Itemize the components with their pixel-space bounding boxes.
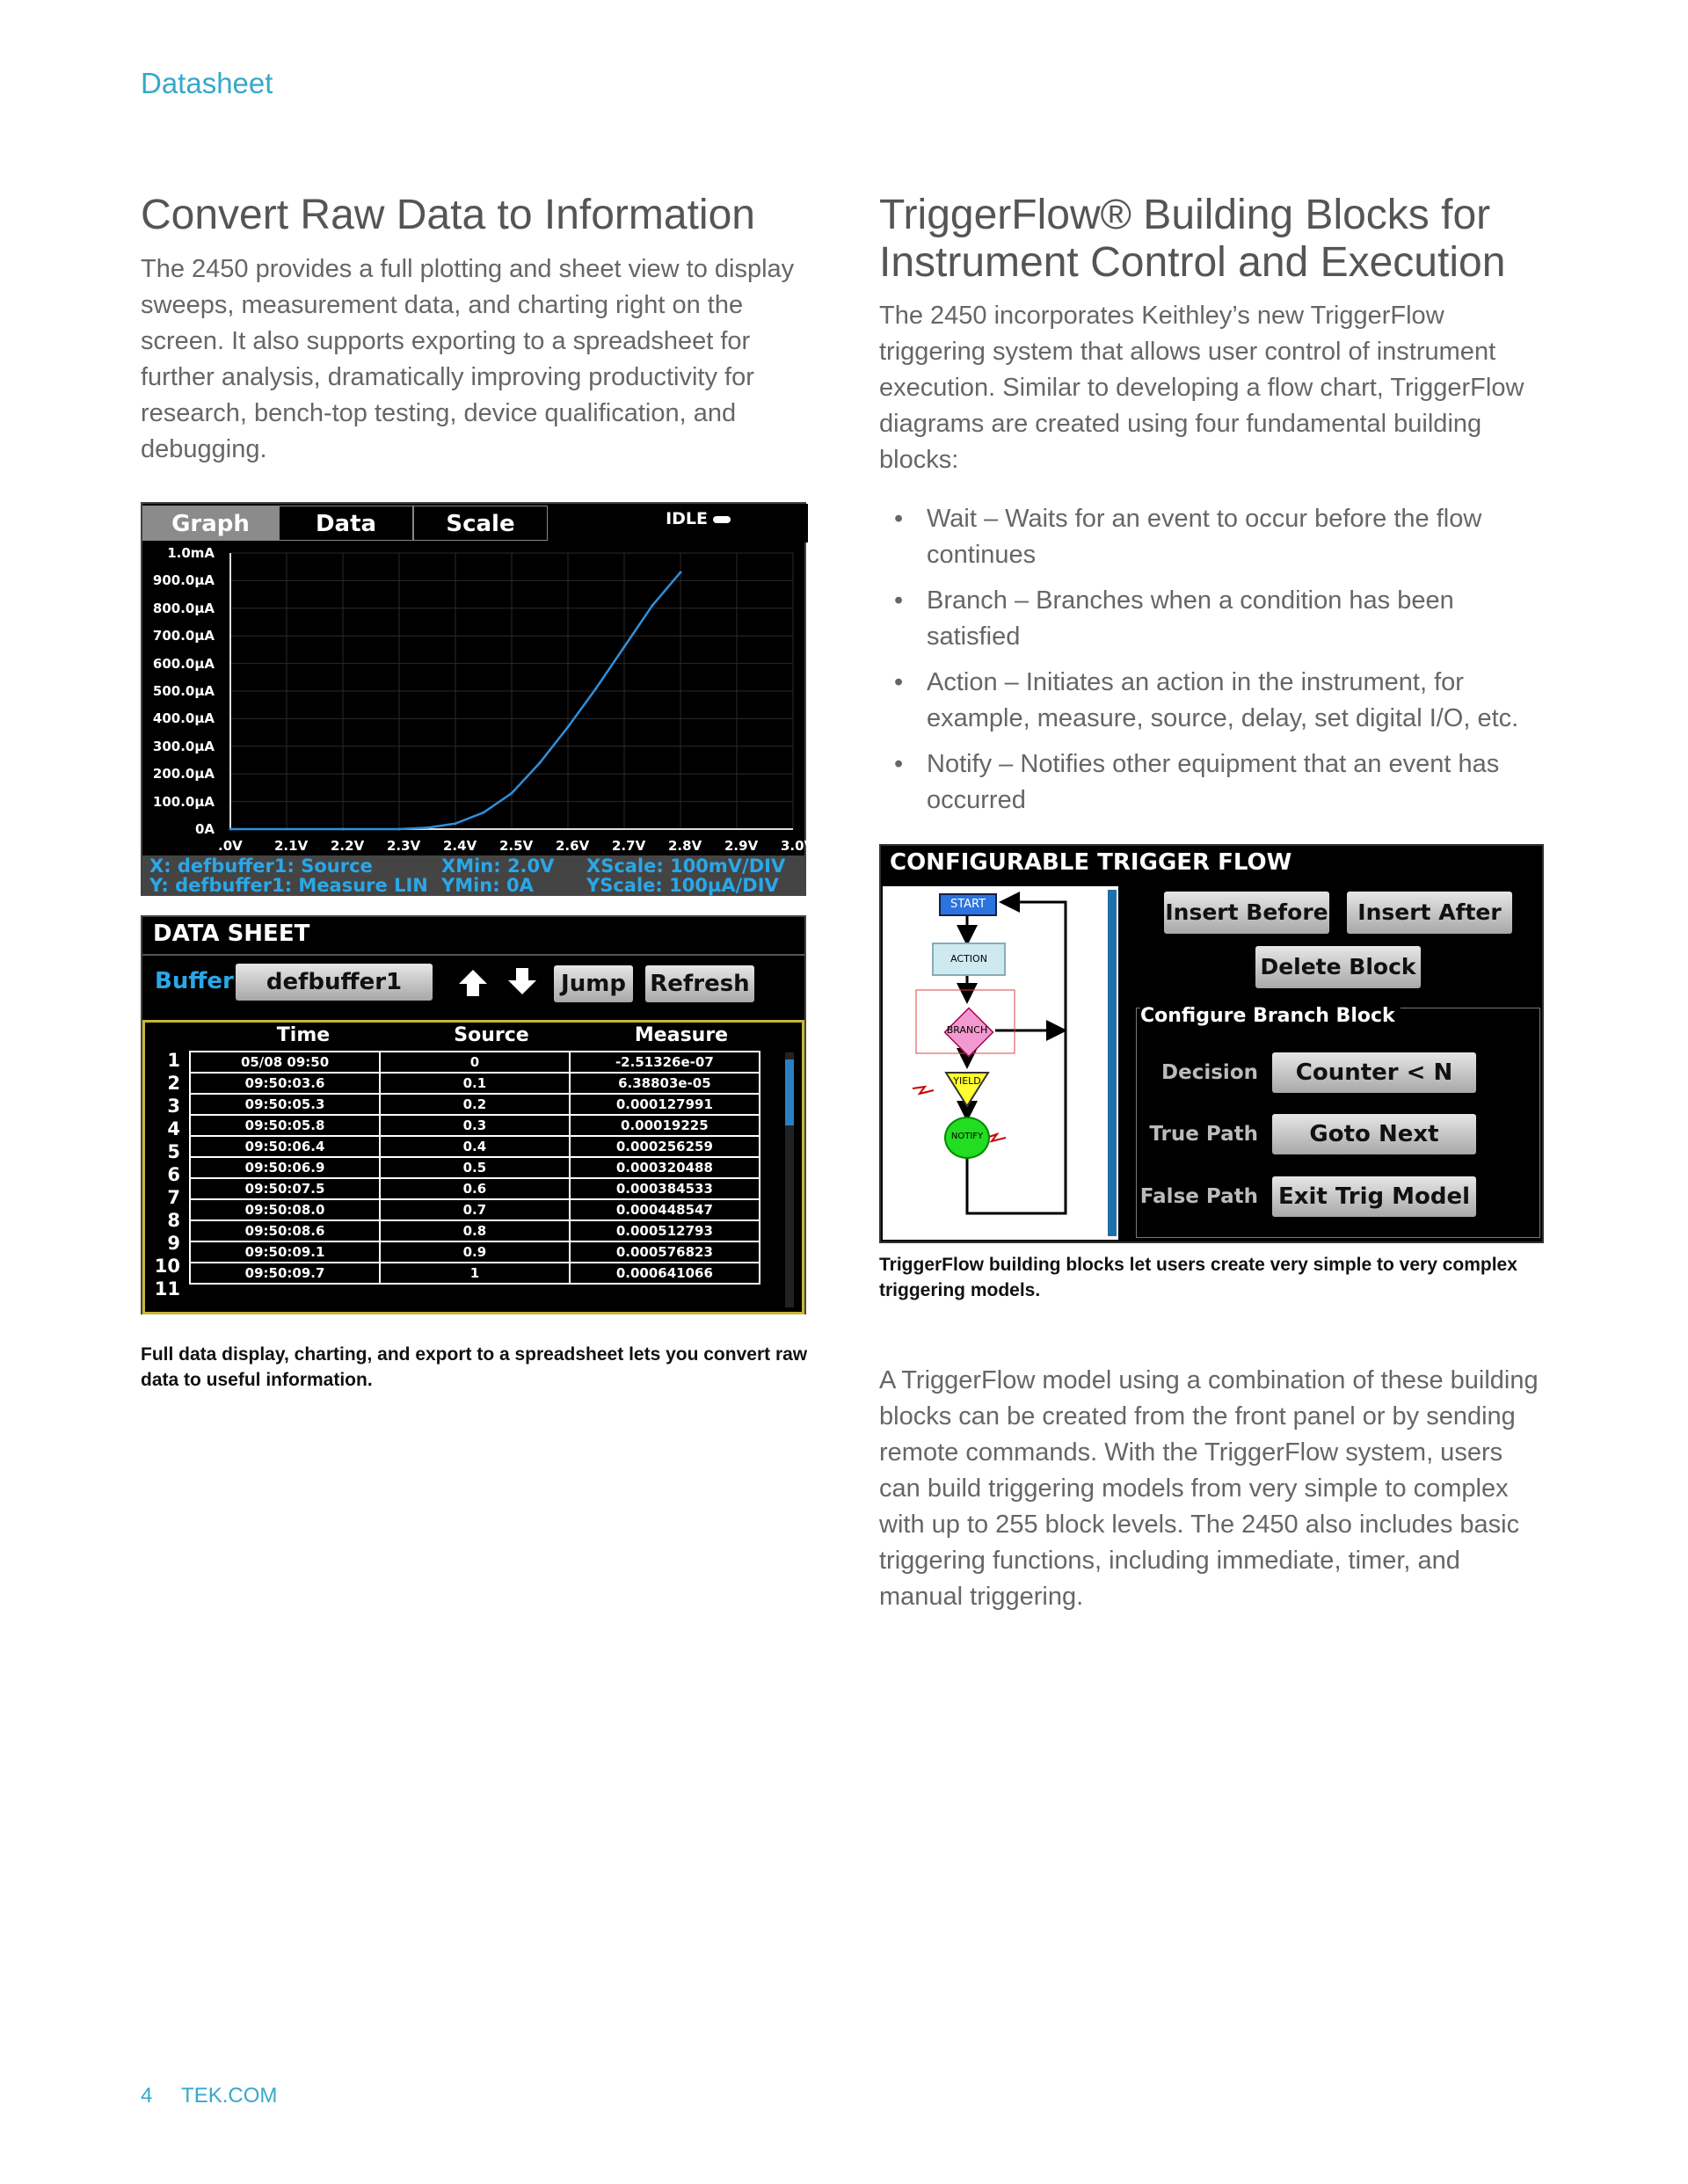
row-number: 10 xyxy=(154,1256,180,1277)
graph-tab-bar xyxy=(142,504,808,542)
yield-block[interactable] xyxy=(944,1071,990,1108)
row-number: 11 xyxy=(154,1278,180,1299)
table-cell: 1 xyxy=(380,1263,570,1284)
row-number: 4 xyxy=(167,1118,180,1139)
status-bar-icon xyxy=(713,516,731,523)
action-block[interactable]: ACTION xyxy=(932,943,1006,976)
x-tick-label: 2.1V xyxy=(274,838,309,854)
configure-branch-title: Configure Branch Block xyxy=(1140,1005,1401,1027)
table-cell: 0.000384533 xyxy=(570,1178,760,1199)
column-header-time: Time xyxy=(276,1024,331,1046)
yscale-label: YScale: 100µA/DIV xyxy=(586,875,779,896)
data-sheet-title: DATA SHEET xyxy=(153,921,310,947)
row-number: 5 xyxy=(167,1141,180,1162)
table-row[interactable] xyxy=(190,1094,760,1115)
xmin-label: XMin: 2.0V xyxy=(441,855,555,877)
bullet-dot-icon: • xyxy=(894,750,904,778)
x-tick-label: 2.2V xyxy=(331,838,365,854)
false-path-label: False Path xyxy=(1139,1185,1258,1208)
y-tick-label: 700.0µA xyxy=(152,628,215,644)
tab-data[interactable]: Data xyxy=(279,506,413,541)
row-number: 7 xyxy=(167,1187,180,1208)
table-cell: 0.6 xyxy=(380,1178,570,1199)
title-divider xyxy=(142,954,804,956)
table-cell: 09:50:08.6 xyxy=(190,1220,380,1241)
trigger-flow-title: CONFIGURABLE TRIGGER FLOW xyxy=(890,849,1292,876)
true-path-select[interactable]: Goto Next xyxy=(1272,1114,1476,1154)
table-cell: 09:50:09.1 xyxy=(190,1241,380,1263)
configure-branch-panel xyxy=(1136,1005,1540,1238)
table-cell: 09:50:05.8 xyxy=(190,1115,380,1136)
bullet-dot-icon: • xyxy=(894,586,904,615)
scroll-up-icon[interactable] xyxy=(457,968,489,998)
bullet-text: Action – Initiates an action in the instrument, for example, measure, source, delay, set digital I/O, etc. xyxy=(927,668,1519,732)
document-header-label: Datasheet xyxy=(141,67,273,99)
series-point xyxy=(455,822,457,825)
row-number: 6 xyxy=(167,1164,180,1185)
right-figure-caption: TriggerFlow building blocks let users create very simple to very complex triggering models. xyxy=(879,1255,1517,1300)
table-row[interactable] xyxy=(190,1136,760,1157)
series-point xyxy=(426,826,429,829)
x-tick-label: .0V xyxy=(218,838,243,854)
column-header-measure: Measure xyxy=(634,1024,729,1046)
page-number: 4 xyxy=(141,2084,153,2108)
table-cell: 0.00019225 xyxy=(570,1115,760,1136)
decision-label: Decision xyxy=(1161,1061,1258,1084)
bullet-wait xyxy=(879,501,1547,573)
series-point xyxy=(483,812,485,814)
footer-site-link[interactable]: TEK.COM xyxy=(181,2084,278,2108)
row-number: 2 xyxy=(167,1073,180,1094)
yield-label: YIELD xyxy=(953,1075,981,1087)
graph-screenshot xyxy=(141,502,815,896)
series-point xyxy=(651,604,654,607)
table-cell: 0.8 xyxy=(380,1220,570,1241)
table-cell: 0.1 xyxy=(380,1073,570,1094)
left-section-title: Convert Raw Data to Information xyxy=(141,192,755,238)
bullet-text: Wait – Waits for an event to occur before the flow continues xyxy=(927,505,1482,569)
table-cell: 0.000448547 xyxy=(570,1199,760,1220)
refresh-button[interactable]: Refresh xyxy=(645,965,754,1002)
column-header-source: Source xyxy=(454,1024,529,1046)
data-sheet-screenshot xyxy=(141,915,806,1314)
decision-select[interactable]: Counter < N xyxy=(1272,1052,1476,1093)
series-point xyxy=(398,828,401,831)
y-tick-label: 600.0µA xyxy=(152,655,215,672)
left-section-body: The 2450 provides a full plotting and sheet view to display sweeps, measurement data, and charting right on the screen. It also supports exporting to a spreadsheet for further analysis, dramatically improving productivity for research, bench-top testing, device qualification, and debugging. xyxy=(141,255,795,463)
table-cell: 0.000256259 xyxy=(570,1136,760,1157)
bullet-text: Notify – Notifies other equipment that an event has occurred xyxy=(927,750,1500,814)
row-number: 9 xyxy=(167,1233,180,1254)
table-cell: 0.000320488 xyxy=(570,1157,760,1178)
status-indicator xyxy=(666,509,731,528)
table-scrollbar-thumb[interactable] xyxy=(785,1059,794,1125)
buffer-select[interactable]: defbuffer1 xyxy=(236,964,433,1001)
table-row[interactable] xyxy=(190,1220,760,1241)
bullet-dot-icon: • xyxy=(894,505,904,533)
y-tick-label: 100.0µA xyxy=(152,793,215,810)
building-block-list xyxy=(879,501,1547,828)
table-row[interactable] xyxy=(190,1157,760,1178)
true-path-label: True Path xyxy=(1149,1123,1258,1146)
y-tick-label: 200.0µA xyxy=(152,766,215,783)
current-voltage-plot xyxy=(222,544,802,852)
table-cell: 0.000576823 xyxy=(570,1241,760,1263)
y-tick-label: 800.0µA xyxy=(152,600,215,616)
table-cell: 09:50:06.4 xyxy=(190,1136,380,1157)
notify-label: NOTIFY xyxy=(950,1132,984,1141)
bullet-action xyxy=(879,665,1547,737)
table-cell: 0.000127991 xyxy=(570,1094,760,1115)
data-table xyxy=(189,1051,760,1285)
notify-block[interactable] xyxy=(944,1117,990,1159)
bullet-text: Branch – Branches when a condition has been satisfied xyxy=(927,586,1454,651)
table-cell: 0.2 xyxy=(380,1094,570,1115)
table-cell: 0.7 xyxy=(380,1199,570,1220)
trigger-flow-screenshot xyxy=(879,844,1544,1243)
table-row[interactable] xyxy=(190,1263,760,1284)
table-row[interactable] xyxy=(190,1073,760,1094)
graph-info-panel xyxy=(142,855,804,894)
bullet-notify xyxy=(879,746,1547,819)
table-cell: 0.3 xyxy=(380,1115,570,1136)
x-tick-label: 2.6V xyxy=(556,838,590,854)
bullet-dot-icon: • xyxy=(894,668,904,696)
y-tick-label: 1.0mA xyxy=(167,545,215,561)
x-tick-label: 2.3V xyxy=(387,838,421,854)
table-cell: 09:50:03.6 xyxy=(190,1073,380,1094)
jump-button[interactable]: Jump xyxy=(554,965,633,1002)
series-point xyxy=(680,571,682,573)
series-point xyxy=(539,761,542,764)
x-tick-label: 2.7V xyxy=(612,838,646,854)
y-tick-label: 0A xyxy=(194,821,215,837)
x-tick-label: 3.0V xyxy=(781,838,815,854)
insert-after-button[interactable]: Insert After xyxy=(1347,892,1512,934)
ymin-label: YMin: 0A xyxy=(441,875,534,896)
buffer-label: Buffer xyxy=(155,968,234,994)
y-tick-label: 500.0µA xyxy=(152,683,215,699)
row-number: 3 xyxy=(167,1096,180,1117)
tab-graph[interactable]: Graph xyxy=(142,506,279,541)
series-point xyxy=(623,645,626,648)
flow-connectors xyxy=(883,886,1118,1240)
false-path-select[interactable]: Exit Trig Model xyxy=(1272,1176,1476,1217)
series-point xyxy=(342,828,345,831)
diagram-scrollbar[interactable] xyxy=(1108,890,1117,1236)
y-tick-label: 900.0µA xyxy=(152,572,215,589)
table-row[interactable] xyxy=(190,1052,760,1073)
table-cell: 09:50:08.0 xyxy=(190,1199,380,1220)
left-figure-caption: Full data display, charting, and export to a spreadsheet lets you convert raw data to useful information. xyxy=(141,1344,808,1390)
start-block[interactable]: START xyxy=(939,893,997,916)
table-cell: 0 xyxy=(380,1052,570,1073)
xscale-label: XScale: 100mV/DIV xyxy=(586,855,786,877)
bullet-branch xyxy=(879,583,1547,655)
table-row[interactable] xyxy=(190,1199,760,1220)
y-tick-label: 400.0µA xyxy=(152,710,215,727)
title-line-2: Instrument Control and Execution xyxy=(879,239,1506,286)
table-row[interactable] xyxy=(190,1115,760,1136)
title-line-1: TriggerFlow® Building Blocks for xyxy=(879,192,1491,238)
table-cell: 09:50:05.3 xyxy=(190,1094,380,1115)
table-scrollbar-track[interactable] xyxy=(785,1052,794,1307)
table-cell: 09:50:09.7 xyxy=(190,1263,380,1284)
series-point xyxy=(511,792,513,795)
row-number: 8 xyxy=(167,1210,180,1231)
data-table-frame xyxy=(142,1020,804,1314)
row-number: 1 xyxy=(167,1050,180,1071)
series-point xyxy=(229,828,232,831)
status-text: IDLE xyxy=(666,509,708,528)
x-tick-label: 2.5V xyxy=(499,838,534,854)
footer xyxy=(141,2084,277,2108)
right-closing-paragraph: A TriggerFlow model using a combination of these building blocks can be created from the front panel or by sending remote commands. With the TriggerFlow system, users can build triggering models from very simple to complex with up to 255 block levels. The 2450 also includes basic triggering functions, including immediate, timer, and manual triggering. xyxy=(879,1366,1539,1611)
table-cell: 0.000512793 xyxy=(570,1220,760,1241)
branch-label: BRANCH xyxy=(946,1024,988,1036)
x-series-label: X: defbuffer1: Source xyxy=(149,855,373,877)
table-cell: 0.9 xyxy=(380,1241,570,1263)
right-section-title xyxy=(879,192,1582,287)
table-cell: 0.5 xyxy=(380,1157,570,1178)
y-series-label: Y: defbuffer1: Measure LIN xyxy=(149,875,428,896)
x-tick-label: 2.9V xyxy=(724,838,759,854)
table-cell: -2.51326e-07 xyxy=(570,1052,760,1073)
y-tick-label: 300.0µA xyxy=(152,738,215,754)
delete-block-button[interactable]: Delete Block xyxy=(1255,946,1421,988)
table-cell: 09:50:06.9 xyxy=(190,1157,380,1178)
tab-scale[interactable]: Scale xyxy=(413,506,548,541)
branch-block[interactable] xyxy=(944,1008,990,1053)
table-row[interactable] xyxy=(190,1241,760,1263)
table-cell: 0.000641066 xyxy=(570,1263,760,1284)
table-cell: 6.38803e-05 xyxy=(570,1073,760,1094)
right-section-intro: The 2450 incorporates Keithley’s new TriggerFlow triggering system that allows user control of instrument execution. Similar to developing a flow chart, TriggerFlow diagrams are created using four fundamental building blocks: xyxy=(879,302,1524,474)
table-row[interactable] xyxy=(190,1178,760,1199)
series-point xyxy=(567,725,570,728)
table-cell: 0.4 xyxy=(380,1136,570,1157)
x-tick-label: 2.8V xyxy=(668,838,702,854)
table-cell: 09:50:07.5 xyxy=(190,1178,380,1199)
series-point xyxy=(595,687,598,689)
x-tick-label: 2.4V xyxy=(443,838,477,854)
table-cell: 05/08 09:50 xyxy=(190,1052,380,1073)
flow-diagram xyxy=(883,886,1118,1240)
insert-before-button[interactable]: Insert Before xyxy=(1164,892,1329,934)
scroll-down-icon[interactable] xyxy=(506,966,538,996)
